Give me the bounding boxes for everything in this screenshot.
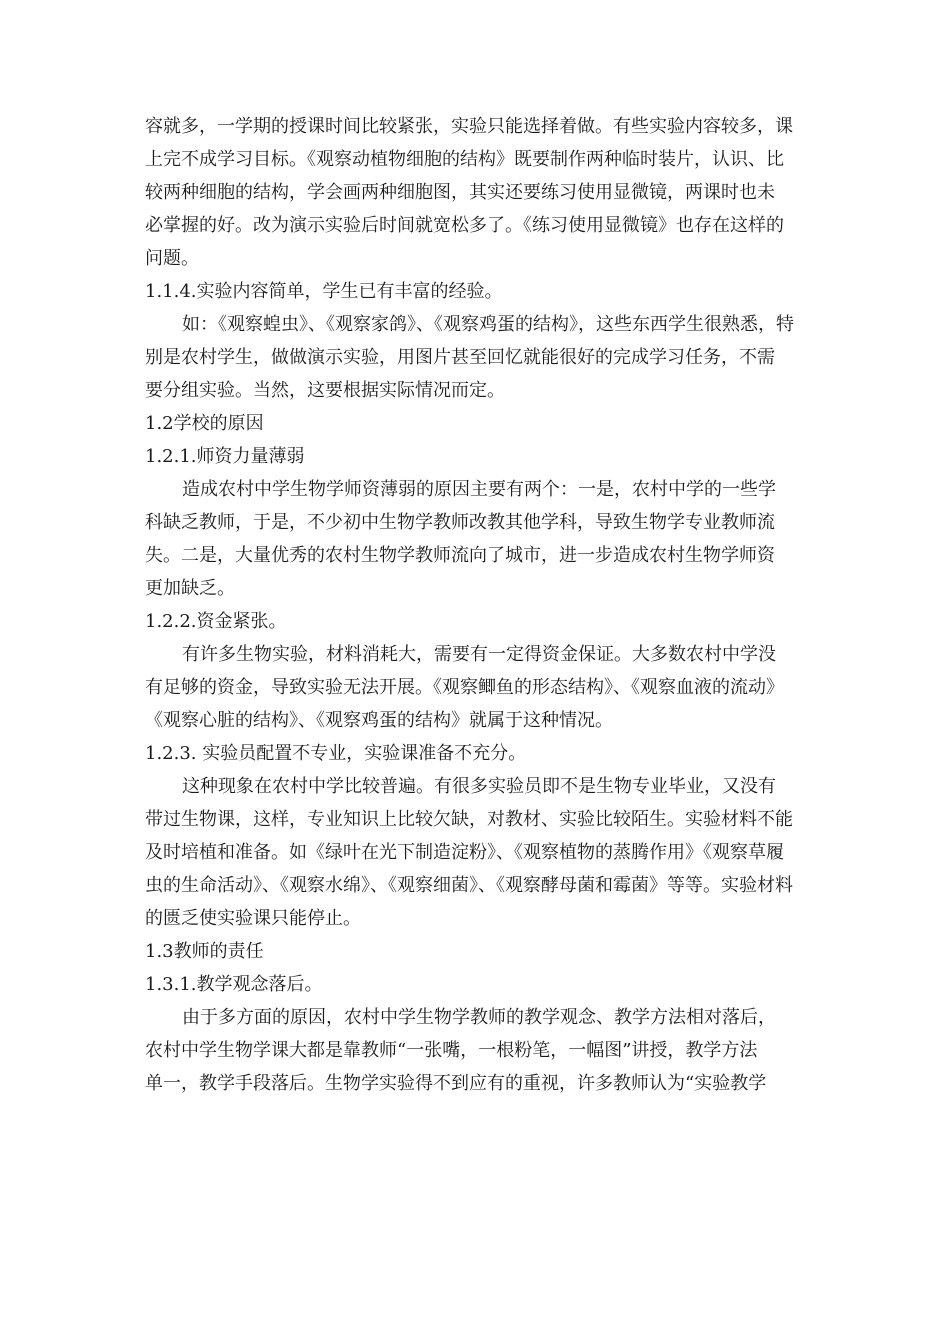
section-heading: 1.3教师的责任 [145,941,264,962]
paragraph-line: 《观察心脏的结构》、《观察鸡蛋的结构》就属于这种情况。 [145,710,613,731]
section-heading: 1.2.1.师资力量薄弱 [145,446,305,467]
paragraph-line: 带过生物课，这样，专业知识上比较欠缺，对教材、实验比较陌生。实验材料不能 [145,809,793,830]
paragraph-line: 及时培植和准备。如《绿叶在光下制造淀粉》、《观察植物的蒸腾作用》《观察草履 [145,842,784,863]
paragraph-line: 科缺乏教师，于是，不少初中生物学教师改教其他学科，导致生物学专业教师流 [145,512,775,533]
paragraph-line: 较两种细胞的结构，学会画两种细胞图，其实还要练习使用显微镜，两课时也未 [145,182,775,203]
paragraph-line: 上完不成学习目标。《观察动植物细胞的结构》既要制作两种临时装片，认识、比 [145,149,784,170]
paragraph-line: 有足够的资金，导致实验无法开展。《观察鲫鱼的形态结构》、《观察血液的流动》 [145,677,784,698]
section-heading: 1.2学校的原因 [145,413,264,434]
paragraph-line: 农村中学生物学课大都是靠教师“一张嘴，一根粉笔，一幅图”讲授，教学方法 [145,1040,758,1061]
paragraph-line: 要分组实验。当然，这要根据实际情况而定。 [145,380,505,401]
paragraph-line: 更加缺乏。 [145,578,235,599]
paragraph-line: 由于多方面的原因，农村中学生物学教师的教学观念、教学方法相对落后， [182,1007,776,1028]
paragraph-line: 别是农村学生，做做演示实验，用图片甚至回忆就能很好的完成学习任务，不需 [145,347,775,368]
paragraph-line: 问题。 [145,248,199,269]
paragraph-line: 这种现象在农村中学比较普遍。有很多实验员即不是生物专业毕业，又没有 [182,776,776,797]
paragraph-line: 造成农村中学生物学师资薄弱的原因主要有两个：一是，农村中学的一些学 [182,479,776,500]
paragraph-line: 失。二是，大量优秀的农村生物学教师流向了城市，进一步造成农村生物学师资 [145,545,775,566]
section-heading: 1.2.3. 实验员配置不专业，实验课准备不充分。 [145,743,527,764]
paragraph-line: 容就多，一学期的授课时间比较紧张，实验只能选择着做。有些实验内容较多，课 [145,116,793,137]
section-heading: 1.3.1.教学观念落后。 [145,974,323,995]
section-heading: 1.2.2.资金紧张。 [145,611,287,632]
paragraph-line: 的匮乏使实验课只能停止。 [145,908,361,929]
section-heading: 1.1.4.实验内容简单，学生已有丰富的经验。 [145,281,503,302]
paragraph-line: 必掌握的好。改为演示实验后时间就宽松多了。《练习使用显微镜》也存在这样的 [145,215,784,236]
paragraph-line: 虫的生命活动》、《观察水绵》、《观察细菌》、《观察酵母菌和霉菌》等等。实验材料 [145,875,793,896]
paragraph-line: 有许多生物实验，材料消耗大，需要有一定得资金保证。大多数农村中学没 [182,644,776,665]
paragraph-line: 单一，教学手段落后。生物学实验得不到应有的重视，许多教师认为“实验教学 [145,1073,767,1094]
paragraph-line: 如：《观察蝗虫》、《观察家鸽》、《观察鸡蛋的结构》，这些东西学生很熟悉，特 [182,314,794,335]
